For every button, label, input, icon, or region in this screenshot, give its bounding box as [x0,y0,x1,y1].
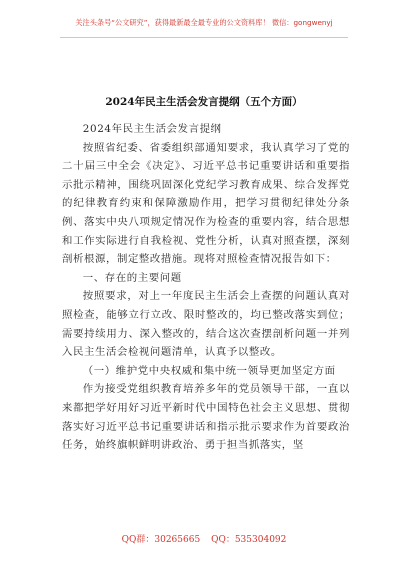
subsection-heading-authority: （一）维护党中央权威和集中统一领导更加坚定方面 [82,364,336,377]
paragraph-problems: 按照要求，对上一年度民主生活会上查摆的问题认真对照检查，能够立行立改、限时整改的，均已整改落实到位；需要持续用力、深入整改的，结合这次查摆剖析问题一并列入民主生活会检视问题清单，认真予以整改。 [62,290,350,359]
document-title: 2024年民主生活会发言提纲（五个方面） [105,96,303,108]
footer-qq: QQ：535304092 [211,535,287,545]
document-body [62,120,350,455]
section-heading-problems: 一、存在的主要问题 [82,271,182,284]
paragraph-authority: 作为接受党组织教育培养多年的党员领导干部，一直以来都把学好用好习近平新时代中国特色社会主义思想、贯彻落实好习近平总书记重要讲话和指示批示要求作为首要政治任务，始终旗帜鲜明讲政治、勇于担当抓落实，坚 [62,383,350,452]
intro-heading: 2024年民主生活会发言提纲 [82,123,222,135]
footer-qq-group: QQ群：30265665 [121,535,201,545]
footer-contact [0,532,408,545]
paragraph-intro: 按照省纪委、省委组织部通知要求，我认真学习了党的二十届三中全会《决定》、习近平总书记重要讲话和重要指示批示精神，围绕巩固深化党纪学习教育成果、综合发挥党的纪律教育约束和保障激励作用，把学习贯彻纪律处分条例、落实中央八项规定情况作为检查的重要内容，结合思想和工作实际进行自我检视、党性分析，认真对照查摆，深刻剖析根源，制定整改措施。现将对照检查情况报告如下： [62,141,350,266]
header-promo-note: 关注头条号“公文研究”，获得最新最全最专业的公文资料库！ 微信：gongwenyj [75,18,333,27]
header-divider [60,37,348,38]
